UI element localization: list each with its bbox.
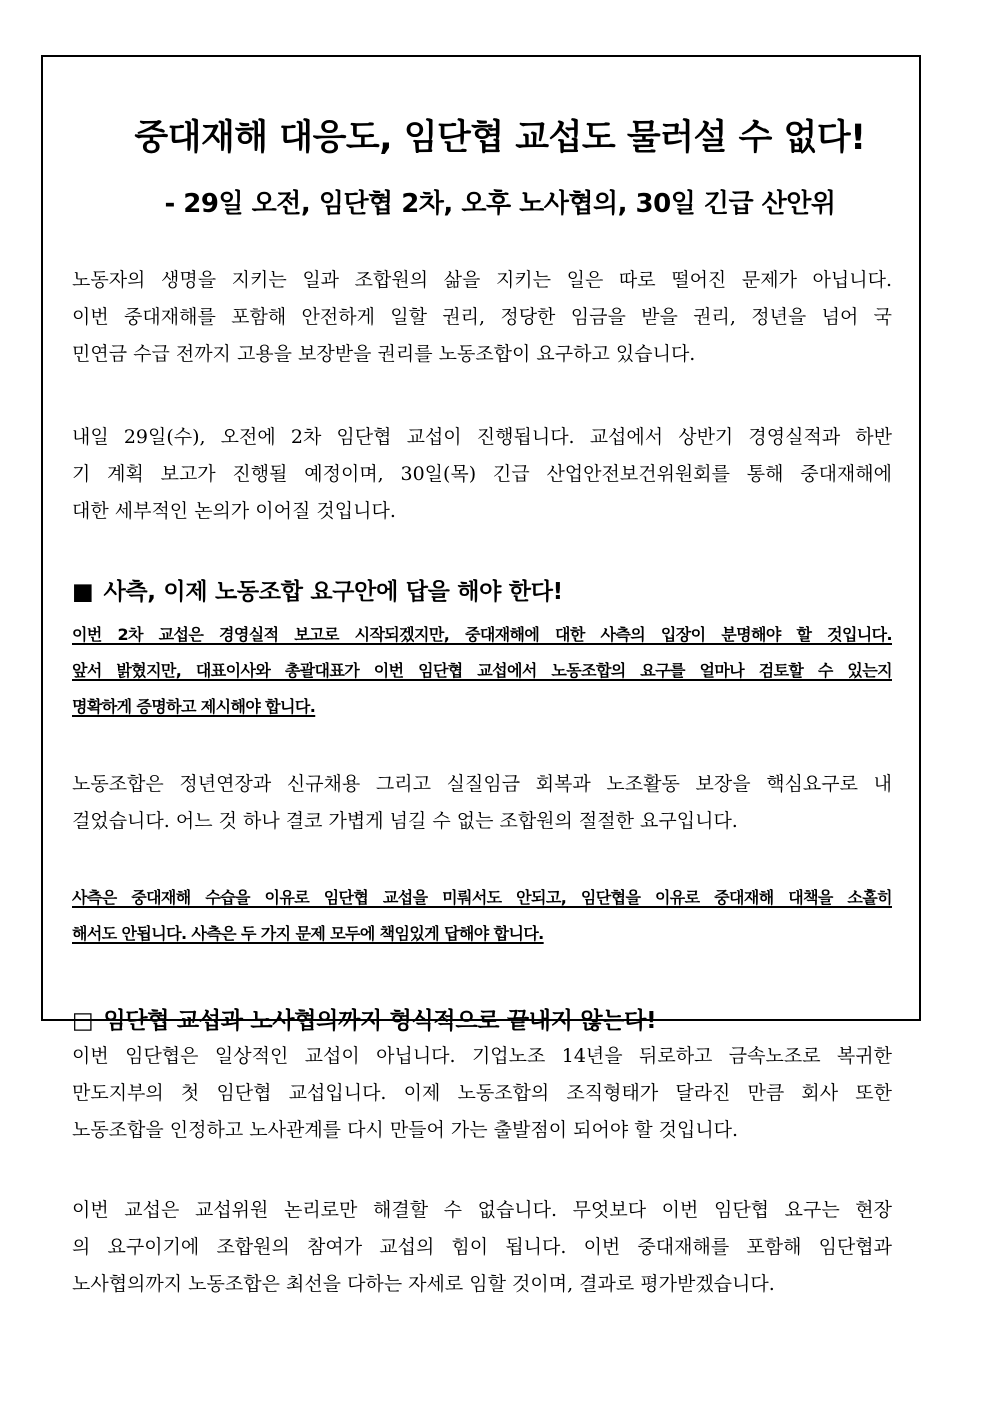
text-line: 노사협의까지 노동조합은 최선을 다하는 자세로 임할 것이며, 결과로 평가받겠습니다. <box>72 1273 775 1295</box>
emphasis-line: 앞서 밝혔지만, 대표이사와 총괄대표가 이번 임단협 교섭에서 노동조합의 요구를 얼마나 검토할 수 있는지 <box>72 661 892 680</box>
text-line: 내일 29일(수), 오전에 2차 임단협 교섭이 진행됩니다. 교섭에서 상반기 경영실적과 하반 <box>72 426 892 448</box>
section-heading-2-text: 임단협 교섭과 노사협의까지 형식적으로 끝내지 않는다! <box>103 1008 657 1034</box>
text-line: 기 계획 보고가 진행될 예정이며, 30일(목) 긴급 산업안전보건위원회를 통해 중대재해에 <box>72 463 892 485</box>
text-line: 대한 세부적인 논의가 이어질 것입니다. <box>72 500 396 522</box>
emphasis-line: 해서도 안됩니다. 사측은 두 가지 문제 모두에 책임있게 답해야 합니다. <box>72 924 544 943</box>
section-heading-1-text: 사측, 이제 노동조합 요구안에 답을 해야 한다! <box>103 579 563 605</box>
text-line: 노동자의 생명을 지키는 일과 조합원의 삶을 지키는 일은 따로 떨어진 문제가 아닙니다. <box>72 269 892 291</box>
section1-emphasis-2 <box>72 880 892 952</box>
intro-paragraph-2 <box>72 419 892 530</box>
section2-paragraph-1 <box>72 1038 892 1149</box>
section1-emphasis-1 <box>72 617 892 725</box>
text-line: 이번 교섭은 교섭위원 논리로만 해결할 수 없습니다. 무엇보다 이번 임단협 요구는 현장 <box>72 1199 892 1221</box>
emphasis-line: 명확하게 증명하고 제시해야 합니다. <box>72 697 316 716</box>
text-line: 만도지부의 첫 임단협 교섭입니다. 이제 노동조합의 조직형태가 달라진 만큼 회사 또한 <box>72 1082 892 1104</box>
text-line: 의 요구이기에 조합원의 참여가 교섭의 힘이 됩니다. 이번 중대재해를 포함해 임단협과 <box>72 1236 892 1258</box>
document-subtitle: - 29일 오전, 임단협 2차, 오후 노사협의, 30일 긴급 산안위 <box>164 189 836 219</box>
emphasis-line: 이번 2차 교섭은 경영실적 보고로 시작되겠지만, 중대재해에 대한 사측의 입장이 분명해야 할 것입니다. <box>72 625 892 644</box>
section2-paragraph-2 <box>72 1192 892 1303</box>
empty-square-icon: □ <box>72 1008 94 1034</box>
emphasis-line: 사측은 중대재해 수습을 이유로 임단협 교섭을 미뤄서도 안되고, 임단협을 이유로 중대재해 대책을 소홀히 <box>72 888 892 907</box>
text-line: 걸었습니다. 어느 것 하나 결코 가볍게 넘길 수 없는 조합원의 절절한 요구입니다. <box>72 810 738 832</box>
text-line: 이번 중대재해를 포함해 안전하게 일할 권리, 정당한 임금을 받을 권리, 정년을 넘어 국 <box>72 306 892 328</box>
text-line: 노동조합은 정년연장과 신규채용 그리고 실질임금 회복과 노조활동 보장을 핵심요구로 내 <box>72 773 892 795</box>
document-title: 중대재해 대응도, 임단협 교섭도 물러설 수 없다! <box>134 118 866 158</box>
text-line: 노동조합을 인정하고 노사관계를 다시 만들어 가는 출발점이 되어야 할 것입니다. <box>72 1119 739 1141</box>
intro-paragraph-1 <box>72 262 892 373</box>
section-heading-2 <box>72 1002 892 1035</box>
filled-square-icon: ■ <box>72 579 94 605</box>
section-heading-1 <box>72 573 892 606</box>
section1-paragraph <box>72 766 892 840</box>
text-line: 이번 임단협은 일상적인 교섭이 아닙니다. 기업노조 14년을 뒤로하고 금속노조로 복귀한 <box>72 1045 892 1067</box>
text-line: 민연금 수급 전까지 고용을 보장받을 권리를 노동조합이 요구하고 있습니다. <box>72 343 696 365</box>
